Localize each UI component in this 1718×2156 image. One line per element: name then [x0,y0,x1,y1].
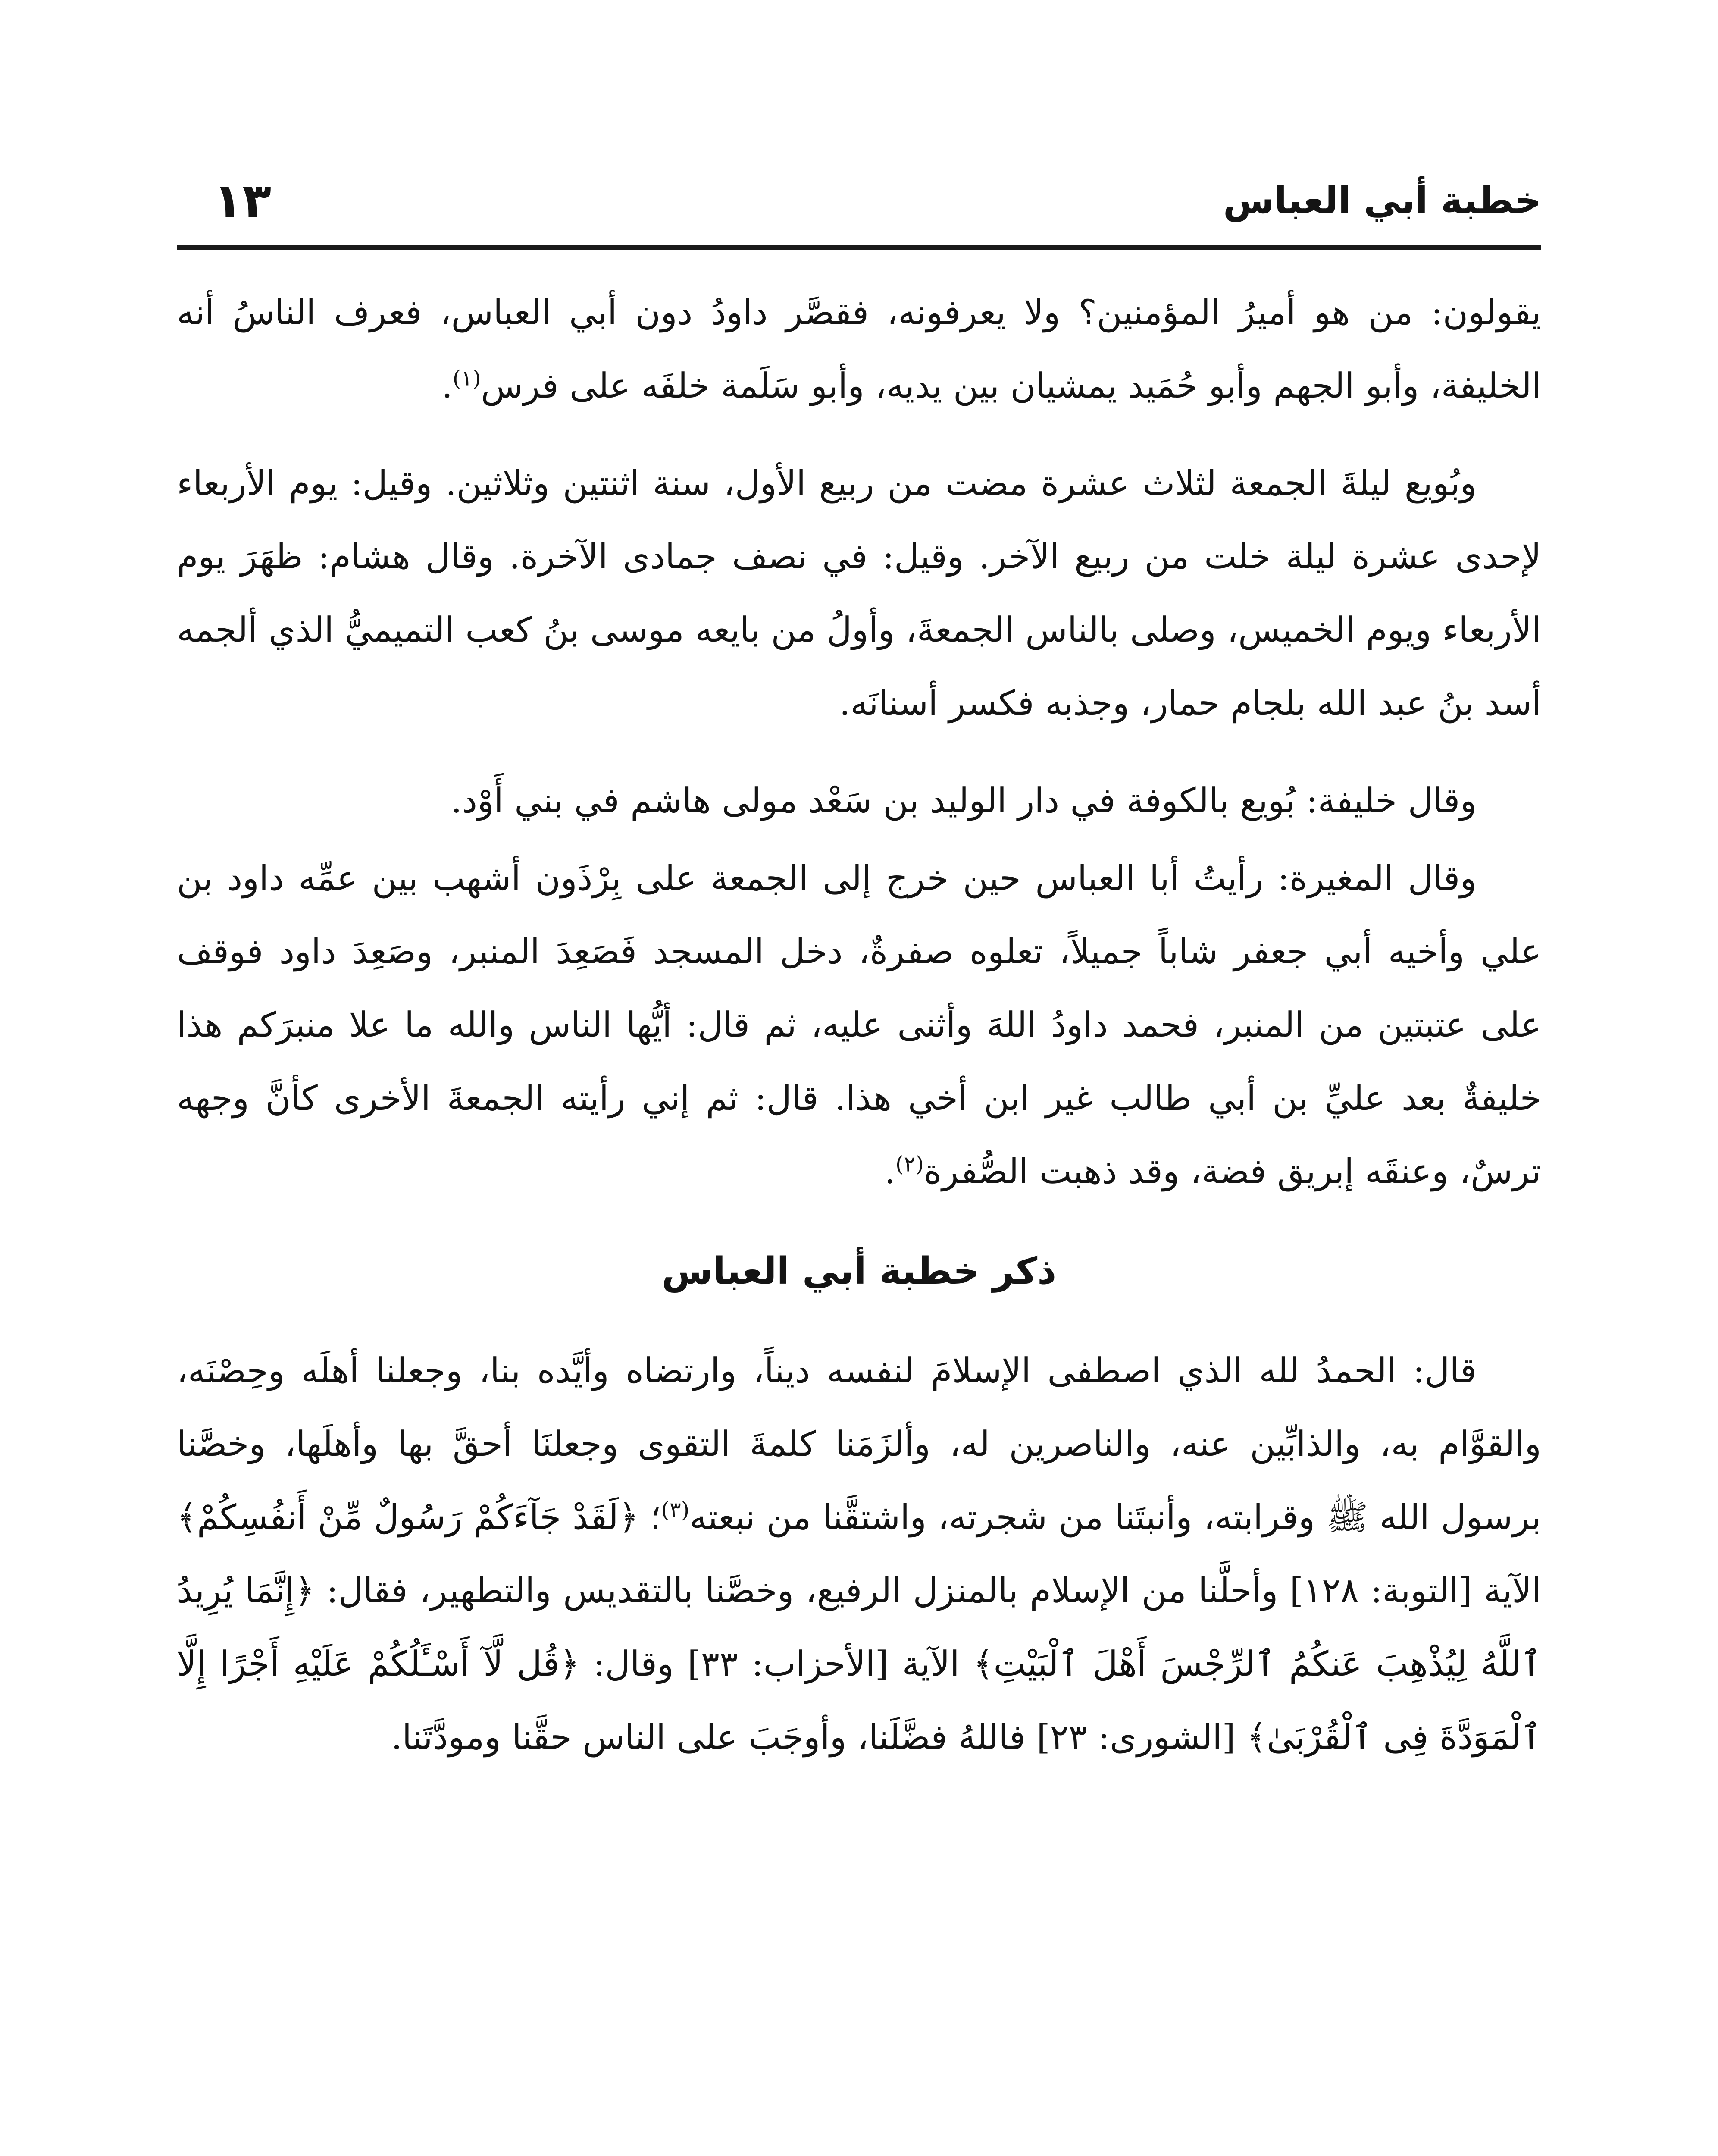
text-run: وقال خليفة: بُويع بالكوفة في دار الوليد بن سَعْد مولى هاشم في بني أَوْد. [451,780,1477,821]
footnote-reference: (٣) [661,1497,690,1523]
paragraph-2 [177,447,1541,740]
header-rule [177,245,1541,250]
text-run: يقولون: من هو أميرُ المؤمنين؟ ولا يعرفونه، فقصَّر داودُ دون أبي العباس، فعرف الناسُ أنه الخليفة، وأبو الجهم وأبو حُمَيد يمشيان بين يديه، وأبو سَلَمة خلفَه على فرس [177,292,1541,406]
main-text [177,276,1541,1798]
text-run: . [441,366,453,406]
quran-verse: ﴿إِنَّمَا يُرِيدُ ٱللَّهُ لِيُذْهِبَ عَنكُمُ ٱلرِّجْسَ أَهْلَ ٱلْبَيْتِ﴾ [177,1570,1541,1684]
page-number: ١٣ [213,173,272,228]
text-run: وبُويع ليلةَ الجمعة لثلاث عشرة مضت من ربيع الأول، سنة اثنتين وثلاثين. وقيل: يوم الأربعاء لإحدى عشرة ليلة خلت من ربيع الآخر. وقيل: في نصف جمادى الآخرة. وقال هشام: ظهَرَ يوم الأربعاء ويوم الخميس، وصلى بالناس الجمعةَ، وأولُ من بايعه موسى بنُ كعب التميميُّ الذي ألجمه أسد بنُ عبد الله بلجام حمار، وجذبه فكسر أسنانَه. [177,463,1541,723]
quran-verse: ﴿لَقَدْ جَآءَكُمْ رَسُولٌ مِّنْ أَنفُسِكُمْ﴾ [177,1497,639,1537]
text-run: وقال المغيرة: رأيتُ أبا العباس حين خرج إلى الجمعة على بِرْذَون أشهب بين عمِّه داود بن علي وأخيه أبي جعفر شاباً جميلاً، تعلوه صفرةٌ، دخل المسجد فَصَعِدَ المنبر، وصَعِدَ داود فوقف على عتبتين من المنبر، فحمد داودُ اللهَ وأثنى عليه، ثم قال: أيُّها الناس والله ما علا منبرَكم هذا خليفةٌ بعد عليِّ بن أبي طالب غير ابن أخي هذا. قال: ثم إني رأيته الجمعةَ الأخرى كأنَّ وجهه ترسٌ، وعنقَه إبريق فضة، وقد ذهبت الصُّفرة [177,858,1542,1191]
text-run: ؛ [638,1497,661,1537]
text-run: قال: الحمدُ لله الذي اصطفى الإسلامَ لنفسه ديناً، وارتضاه وأيَّده بنا، وجعلنا أهلَه وحِصْنَه، والقوَّام به، والذابِّين عنه، والناصرين له، وألزَمَنا كلمةَ التقوى وجعلنَا أحقَّ بها وأهلَها، وخصَّنا برسول الله ﷺ وقرابته، وأنبتَنا من شجرته، واشتقَّنا من نبعته [177,1351,1541,1537]
text-run: الآية [الأحزاب: ٣٣] وقال: [579,1644,973,1684]
paragraph-4 [177,842,1541,1208]
paragraph-1 [177,276,1541,423]
text-run: [الشورى: ٢٣] فاللهُ فضَّلَنا، وأوجَبَ على الناس حقَّنا ومودَّتَنا. [391,1717,1247,1757]
text-run: الآية [التوبة: ١٢٨] وأحلَّنا من الإسلام بالمنزل الرفيع، وخصَّنا بالتقديس والتطهير، فقال: [315,1570,1541,1611]
section-heading: ذكر خطبة أبي العباس [661,1250,1057,1293]
page-header [177,170,1541,244]
paragraph-3 [177,764,1541,837]
footnote-reference: (٢) [895,1151,924,1177]
sermon-paragraph [177,1334,1541,1774]
quran-verse: ﴿قُل لَّآ أَسْـَٔلُكُمْ عَلَيْهِ أَجْرًا إِلَّا ٱلْمَوَدَّةَ فِى ٱلْقُرْبَىٰ﴾ [177,1644,1541,1757]
footnote-reference: (١) [452,366,481,391]
running-title: خطبة أبي العباس [1223,179,1541,222]
text-run: . [884,1151,895,1191]
